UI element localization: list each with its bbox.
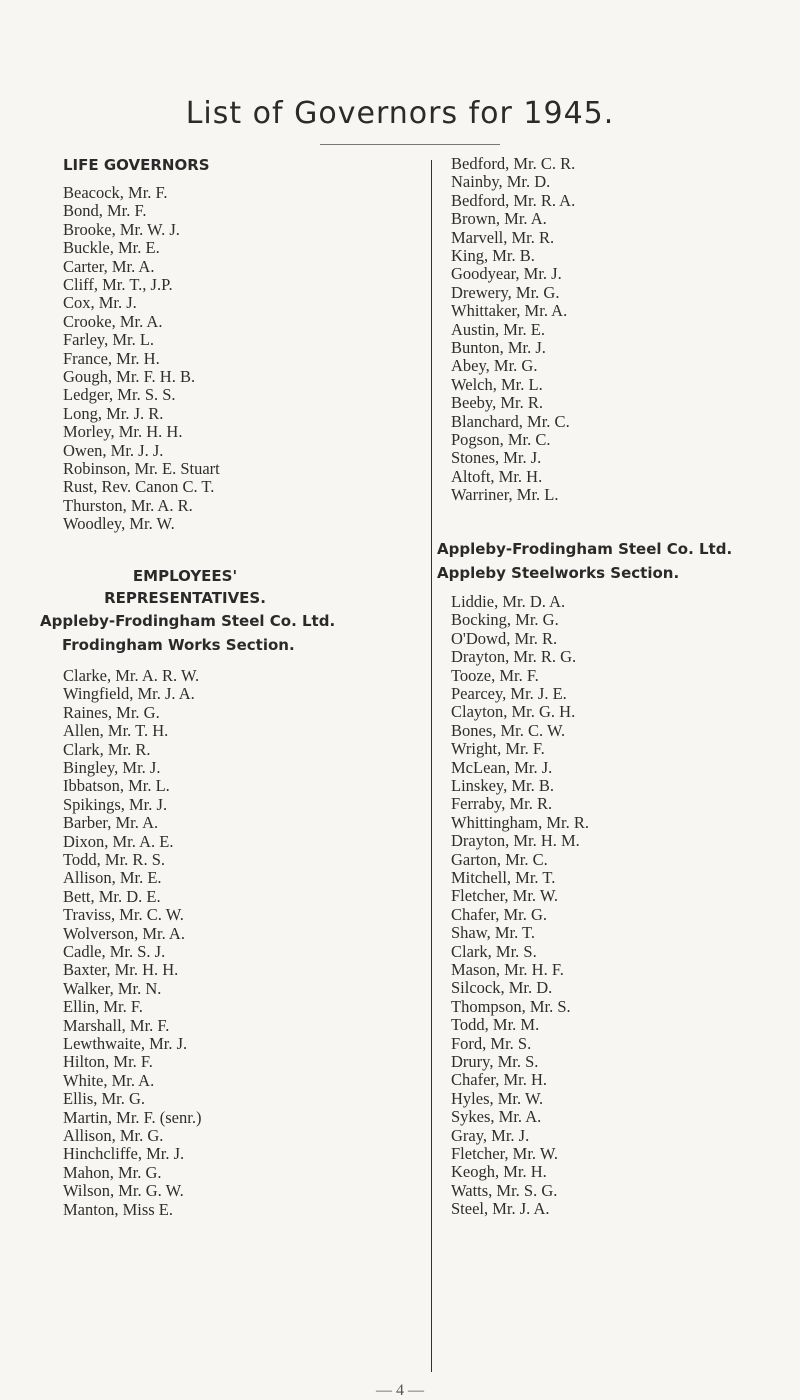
governor-name: Ellin, Mr. F. (63, 997, 143, 1017)
governor-name: Stones, Mr. J. (451, 448, 542, 468)
governor-name: Drury, Mr. S. (451, 1052, 539, 1071)
governor-name: Welch, Mr. L. (451, 374, 543, 394)
governor-name: Beeby, Mr. R. (451, 393, 543, 413)
governor-name: King, Mr. B. (451, 246, 535, 265)
governor-name: Walker, Mr. N. (63, 978, 162, 998)
governor-name: Hilton, Mr. F. (63, 1052, 153, 1072)
governor-name: Farley, Mr. L. (63, 330, 155, 350)
governor-name: Bunton, Mr. J. (451, 338, 546, 357)
governor-name: Morley, Mr. H. H. (63, 422, 183, 442)
governor-name: Mitchell, Mr. T. (451, 868, 556, 887)
life-governors-heading: LIFE GOVERNORS (63, 156, 210, 174)
governor-name: O'Dowd, Mr. R. (451, 628, 558, 648)
governor-name: Sykes, Mr. A. (451, 1107, 542, 1127)
governor-name: Gough, Mr. F. H. B. (63, 367, 196, 386)
governor-name: Tooze, Mr. F. (451, 665, 539, 685)
governor-name: Long, Mr. J. R. (63, 403, 164, 423)
governor-name: Allen, Mr. T. H. (63, 721, 169, 741)
title-underline (320, 144, 500, 145)
governor-name: Rust, Rev. Canon C. T. (63, 477, 215, 497)
governor-name: Bett, Mr. D. E. (63, 886, 161, 906)
column-divider (431, 160, 432, 1372)
governor-name: Traviss, Mr. C. W. (63, 905, 184, 925)
governor-name: Drayton, Mr. R. G. (451, 647, 577, 667)
governor-name: Woodley, Mr. W. (63, 514, 175, 534)
governor-name: Austin, Mr. E. (451, 319, 545, 339)
governor-name: Mason, Mr. H. F. (451, 960, 564, 979)
governor-name: Beacock, Mr. F. (63, 183, 168, 202)
frodingham-section-heading: Frodingham Works Section. (62, 636, 295, 654)
governor-name: Wingfield, Mr. J. A. (63, 684, 195, 704)
governor-name: Allison, Mr. E. (63, 868, 162, 888)
governor-name: Watts, Mr. S. G. (451, 1180, 558, 1200)
page-number: — 4 — (376, 1382, 424, 1399)
governor-name: Bedford, Mr. C. R. (451, 154, 576, 173)
governor-name: McLean, Mr. J. (451, 757, 553, 777)
governor-name: Bond, Mr. F. (63, 201, 147, 221)
governor-name: Ledger, Mr. S. S. (63, 385, 176, 405)
governor-name: Gray, Mr. J. (451, 1125, 530, 1145)
governor-name: Ellis, Mr. G. (63, 1089, 146, 1109)
governor-name: Todd, Mr. R. S. (63, 850, 165, 869)
governor-name: Whittingham, Mr. R. (451, 812, 589, 832)
governor-name: Bocking, Mr. G. (451, 610, 559, 630)
appleby-company-heading: Appleby-Frodingham Steel Co. Ltd. (437, 540, 733, 558)
governor-name: Liddie, Mr. D. A. (451, 592, 566, 611)
governor-name: Goodyear, Mr. J. (451, 264, 562, 284)
governor-name: Chafer, Mr. H. (451, 1070, 548, 1090)
governor-name: Whittaker, Mr. A. (451, 301, 568, 321)
governor-name: Steel, Mr. J. A. (451, 1199, 550, 1219)
governor-name: Allison, Mr. G. (63, 1126, 164, 1145)
governor-name: Hyles, Mr. W. (451, 1088, 544, 1108)
governor-name: Spikings, Mr. J. (63, 794, 168, 814)
governor-name: Marvell, Mr. R. (451, 227, 555, 247)
governor-name: Bedford, Mr. R. A. (451, 190, 576, 210)
governor-name: Cox, Mr. J. (63, 293, 137, 313)
governor-name: Clark, Mr. R. (63, 739, 151, 759)
governor-name: Altoft, Mr. H. (451, 466, 543, 486)
governor-name: Shaw, Mr. T. (451, 923, 536, 943)
governor-name: Raines, Mr. G. (63, 702, 160, 722)
governor-name: Lewthwaite, Mr. J. (63, 1034, 188, 1053)
governor-name: Buckle, Mr. E. (63, 238, 160, 258)
governor-name: Blanchard, Mr. C. (451, 411, 570, 431)
governor-name: Hinchcliffe, Mr. J. (63, 1144, 185, 1164)
governor-name: Pogson, Mr. C. (451, 430, 551, 449)
governor-name: Abey, Mr. G. (451, 356, 538, 376)
governor-name: Nainby, Mr. D. (451, 172, 551, 192)
appleby-section-heading: Appleby Steelworks Section. (437, 564, 680, 582)
governor-name: Robinson, Mr. E. Stuart (63, 459, 220, 478)
employees-heading-line2: REPRESENTATIVES. (104, 589, 266, 607)
governor-name: Todd, Mr. M. (451, 1015, 540, 1035)
governor-name: Pearcey, Mr. J. E. (451, 684, 567, 703)
governor-name: Bones, Mr. C. W. (451, 720, 566, 740)
governor-name: Brown, Mr. A. (451, 209, 547, 229)
governor-name: Chafer, Mr. G. (451, 904, 548, 924)
frodingham-company-heading: Appleby-Frodingham Steel Co. Ltd. (40, 612, 336, 630)
governor-name: Drewery, Mr. G. (451, 282, 560, 302)
governor-name: Bingley, Mr. J. (63, 758, 161, 777)
governor-name: Crooke, Mr. A. (63, 311, 163, 331)
governor-name: Fletcher, Mr. W. (451, 1144, 559, 1163)
governor-name: Wilson, Mr. G. W. (63, 1181, 184, 1201)
governor-name: Thompson, Mr. S. (451, 996, 571, 1016)
governor-name: Wright, Mr. F. (451, 739, 545, 759)
governor-name: Cliff, Mr. T., J.P. (63, 275, 173, 294)
governor-name: Marshall, Mr. F. (63, 1015, 170, 1035)
governor-name: France, Mr. H. (63, 348, 160, 368)
governor-name: Clark, Mr. S. (451, 941, 537, 961)
governor-name: Owen, Mr. J. J. (63, 440, 164, 460)
governor-name: Mahon, Mr. G. (63, 1162, 162, 1182)
governor-name: Fletcher, Mr. W. (451, 886, 559, 906)
employees-heading-line1: EMPLOYEES' (132, 567, 238, 585)
governor-name: Dixon, Mr. A. E. (63, 831, 174, 851)
governor-name: Keogh, Mr. H. (451, 1162, 547, 1182)
governor-name: Drayton, Mr. H. M. (451, 831, 580, 851)
governor-name: Martin, Mr. F. (senr.) (63, 1107, 202, 1127)
governor-name: Linskey, Mr. B. (451, 776, 554, 795)
governor-name: Garton, Mr. C. (451, 849, 548, 869)
governor-name: Wolverson, Mr. A. (63, 923, 185, 943)
governor-name: Barber, Mr. A. (63, 813, 159, 833)
governor-name: Baxter, Mr. H. H. (63, 960, 179, 980)
governor-name: Cadle, Mr. S. J. (63, 942, 166, 961)
governor-name: Ibbatson, Mr. L. (63, 776, 170, 796)
governor-name: Warriner, Mr. L. (451, 485, 559, 505)
page-title: List of Governors for 1945. (185, 96, 615, 131)
governor-name: Manton, Miss E. (63, 1199, 174, 1219)
governor-name: Ford, Mr. S. (451, 1033, 532, 1053)
governor-name: Thurston, Mr. A. R. (63, 495, 193, 515)
governor-name: Clayton, Mr. G. H. (451, 702, 576, 722)
governor-name: Silcock, Mr. D. (451, 978, 553, 998)
governor-name: Clarke, Mr. A. R. W. (63, 666, 200, 685)
governor-name: Carter, Mr. A. (63, 256, 155, 276)
governor-name: Brooke, Mr. W. J. (63, 219, 180, 239)
governor-name: Ferraby, Mr. R. (451, 794, 553, 814)
governor-name: White, Mr. A. (63, 1070, 155, 1090)
